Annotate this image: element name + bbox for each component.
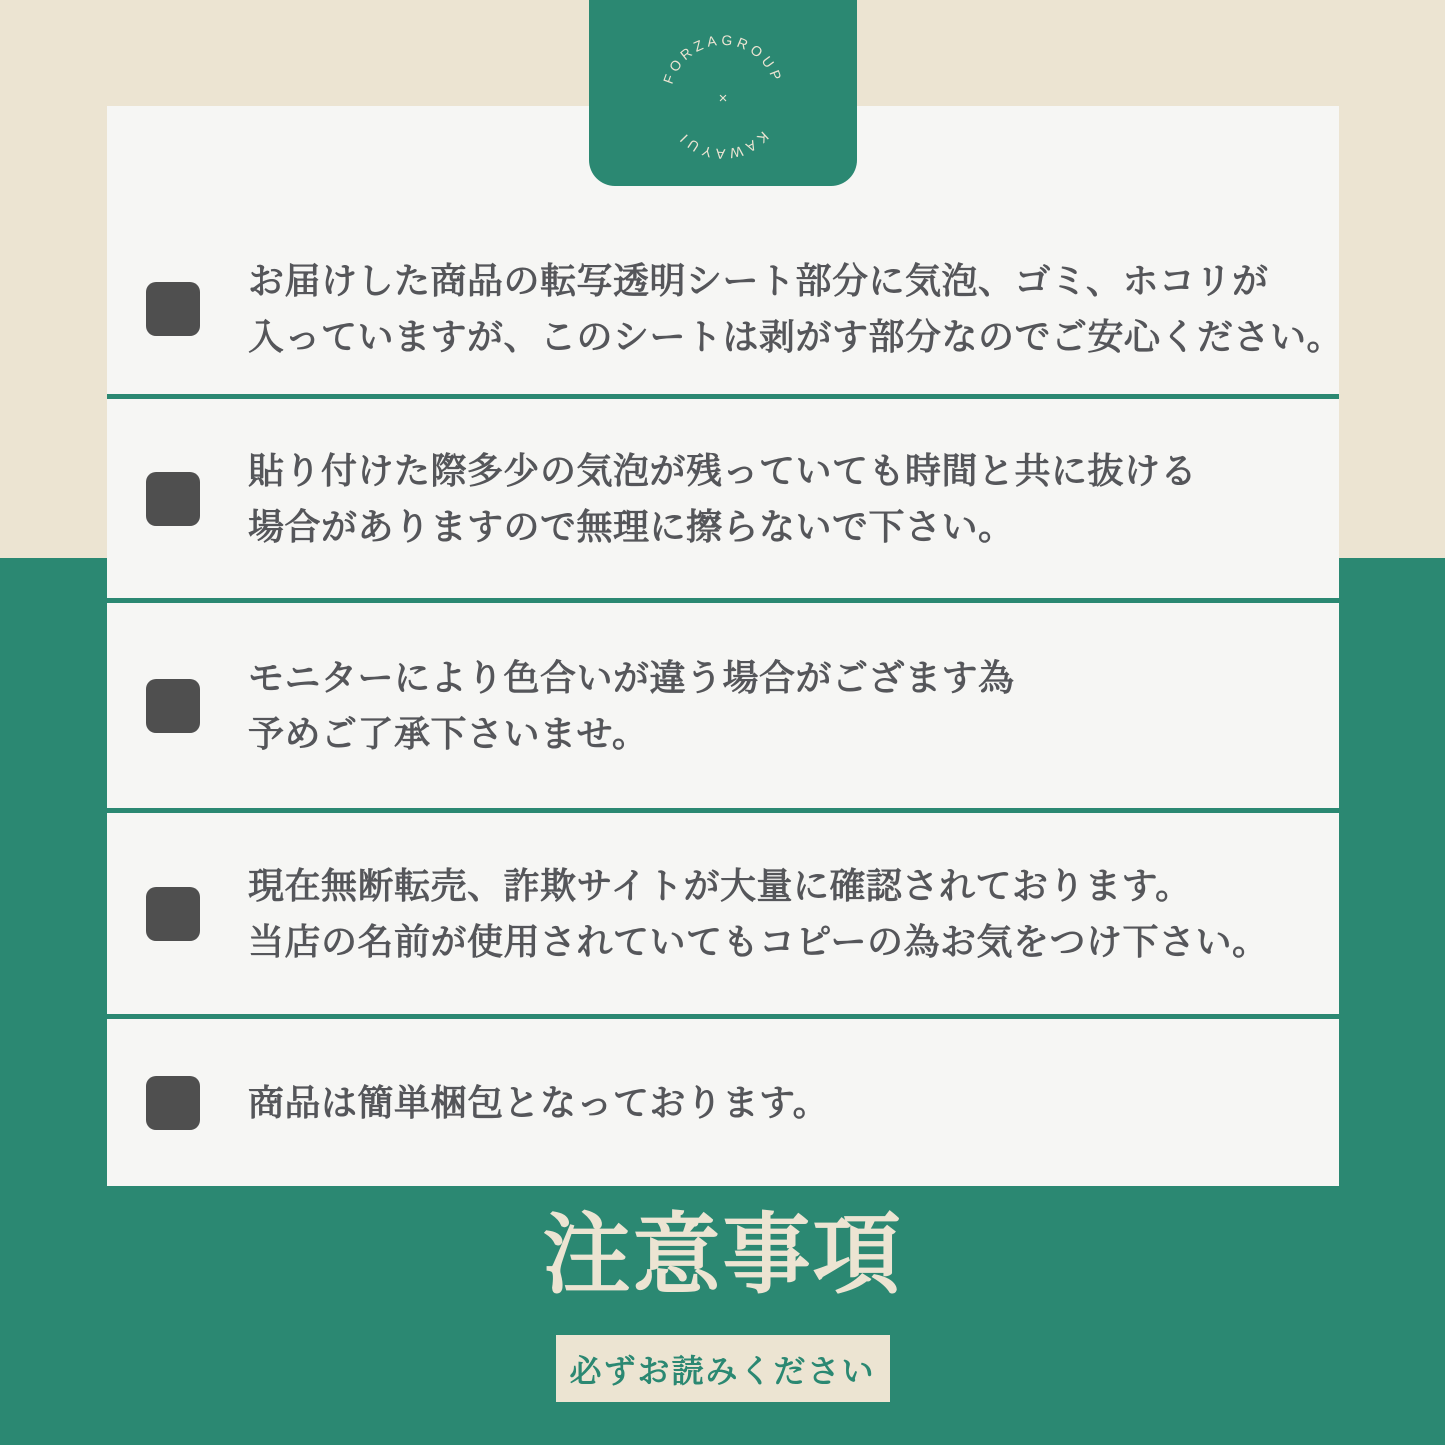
- notice-line: 場合がありますので無理に擦らないで下さい。: [248, 505, 1015, 547]
- svg-text:KAWAYUI: [674, 128, 772, 162]
- notice-panel-stack: [107, 106, 1344, 1186]
- notice-row-4: [107, 813, 1339, 1014]
- notice-row-2: [107, 399, 1339, 598]
- notice-line: 現在無断転売、詐欺サイトが大量に確認されております。: [248, 864, 1192, 906]
- notice-row-3: [107, 603, 1339, 808]
- brand-tab: [589, 0, 857, 186]
- notice-line: 予めご了承下さいませ。: [248, 712, 649, 754]
- notice-line: 貼り付けた際多少の気泡が残っていても時間と共に抜ける: [248, 449, 1198, 491]
- checkbox-icon: [146, 887, 200, 941]
- checkbox-icon: [146, 472, 200, 526]
- logo-x-separator: ×: [718, 90, 728, 107]
- svg-text:FORZAGROUP: [660, 32, 786, 86]
- notice-line: 入っていますが、このシートは剥がす部分なのでご安心ください。: [248, 316, 1344, 357]
- notice-line: お届けした商品の転写透明シート部分に気泡、ゴミ、ホコリが: [248, 260, 1269, 301]
- notice-row-5: [107, 1019, 1339, 1186]
- brand-circle-logo: [589, 0, 857, 186]
- notice-line: モニターにより色合いが違う場合がござます為: [248, 656, 1015, 698]
- notice-line: 当店の名前が使用されていてもコピーの為お気をつけ下さい。: [248, 920, 1269, 962]
- checkbox-icon: [146, 282, 200, 336]
- read-me-badge: [556, 1335, 890, 1402]
- checkbox-icon: [146, 679, 200, 733]
- read-me-badge-label: 必ずお読みください: [569, 1352, 876, 1389]
- logo-arc-bottom-text: KAWAYUI: [673, 128, 772, 163]
- notice-text-2: [248, 443, 1197, 555]
- notice-line: 商品は簡単梱包となっております。: [248, 1081, 830, 1123]
- notice-text-4: [248, 858, 1269, 970]
- notice-text-5: [248, 1075, 829, 1131]
- notice-text-3: [248, 650, 1015, 762]
- logo-arc-top-text: FORZAGROUP: [659, 31, 787, 86]
- checkbox-icon: [146, 1076, 200, 1130]
- page-title: 注意事項: [542, 1205, 903, 1304]
- notice-text-1: [248, 253, 1343, 365]
